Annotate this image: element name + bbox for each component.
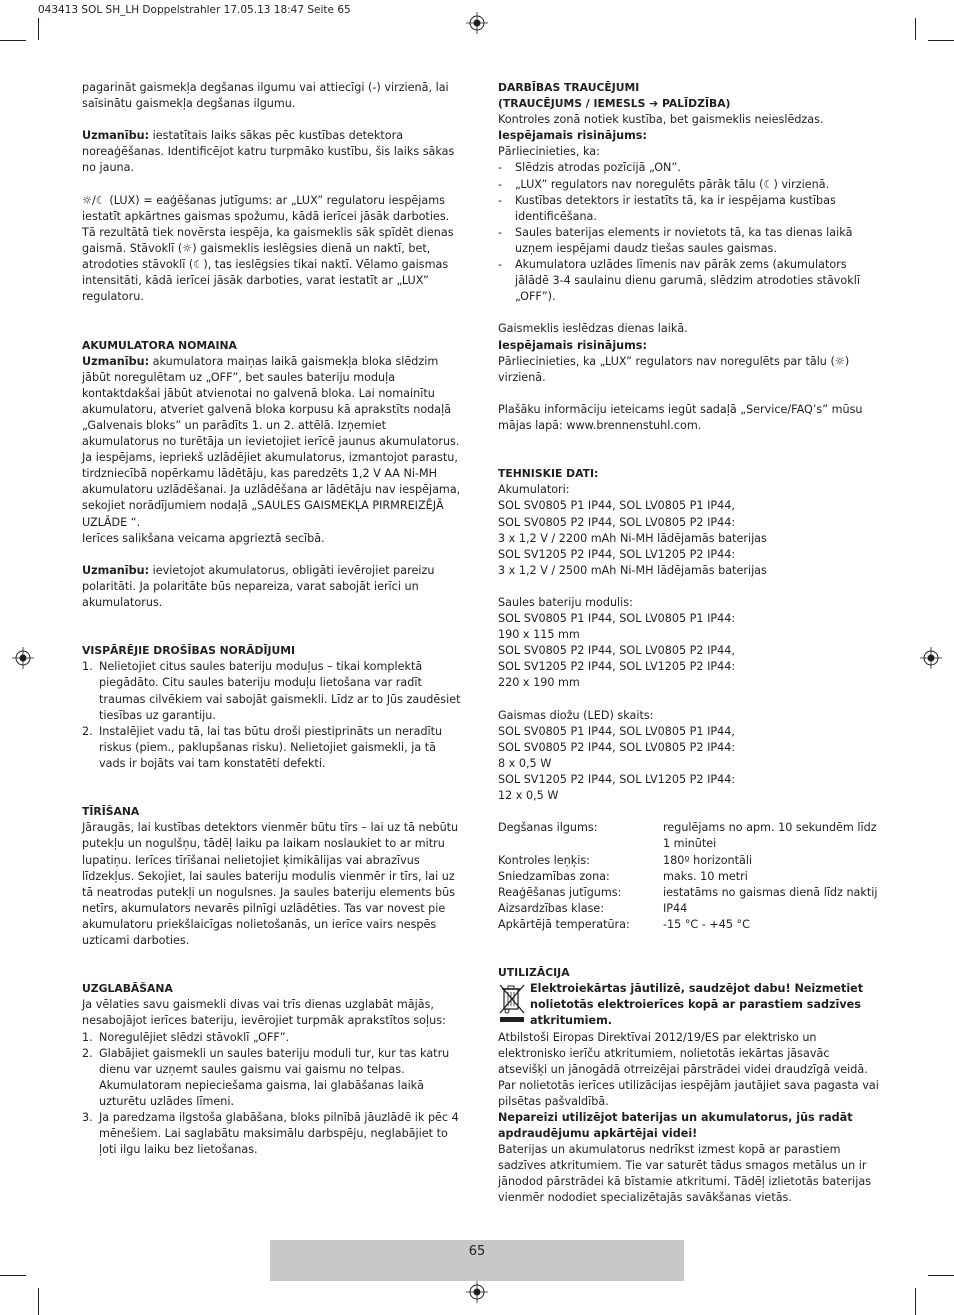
- crop-mark: [915, 1288, 916, 1315]
- warning-text: iestatītais laiks sākas pēc kustības detektora noreaģēšanas. Identificējot katru turpmāko kustību, šis laiks sākas no jauna.: [82, 129, 455, 175]
- list-item: [498, 193, 880, 225]
- technical-data-heading: TEHNISKIE DATI:: [498, 467, 599, 481]
- storage-list: [82, 1030, 462, 1159]
- registration-mark-icon: [466, 1281, 488, 1303]
- spec-line: 3 x 1,2 V / 2200 mAh Ni-MH lādējamās baterijas: [498, 531, 767, 545]
- print-slug: 043413 SOL SH_LH Doppelstrahler 17.05.13 18:47 Seite 65: [38, 4, 351, 16]
- spec-line: Akumulatori:: [498, 483, 570, 497]
- list-item-text: Noregulējiet slēdzi stāvoklī „OFF”.: [99, 1030, 290, 1044]
- polarity-paragraph: [82, 563, 462, 611]
- more-info-paragraph: Plašāku informāciju ieteicams iegūt sadaļā „Service/FAQ’s” mūsu mājas lapā: www.brennenstuhl.com.: [498, 402, 863, 432]
- list-item-text: Instalējiet vadu tā, lai tas būtu droši piestiprināts un neradītu riskus (piem., paklupšanas risku). Nelietojiet gaismekli, ja tā vads ir bojāts vai tam konstatēti defekti.: [99, 724, 443, 770]
- disposal-warning: Elektroiekārtas jāutilizē, saudzējot dabu! Neizmetiet nolietotās elektroierīces kopā ar parastiem sadzīves atkritumiem.: [530, 982, 864, 1028]
- spec-value: -15 °C - +45 °C: [663, 917, 750, 931]
- crop-mark: [0, 1275, 26, 1276]
- disposal-heading: UTILIZĀCIJA: [498, 966, 570, 980]
- left-column: [82, 80, 462, 1158]
- warning-paragraph: [82, 128, 462, 176]
- registration-mark-icon: [466, 12, 488, 34]
- lux-paragraph: ☼/☾ (LUX) = eaģēšanas jutīgums: ar „LUX” regulatoru iespējams iestatīt apkārtnes gaismas spožumu, kādā ierīcei jāsāk darboties. Tā rezultātā tiek novērsta iespēja, ka gaismeklis sāk spīdēt dienas gaismā. Stāvoklī (☼) gaismeklis ieslēgsies dienā un naktī, bet, atrodoties stāvoklī (☾), tas ieslēgsies tikai naktī. Vēlamo gaismas intensitāti, kādā ierīcei jāsāk darboties, varat iestatīt ar „LUX” regulatoru.: [82, 193, 454, 304]
- spec-line: SOL SV1205 P2 IP44, SOL LV1205 P2 IP44:: [498, 660, 736, 674]
- battery-assembly-note: Ierīces salikšana veicama apgrieztā secībā.: [82, 531, 325, 545]
- list-item: [82, 1046, 462, 1110]
- spec-value: regulējams no apm. 10 sekundēm līdz 1 minūtei: [663, 821, 877, 851]
- trouble-problem: Gaismeklis ieslēdzas dienas laikā.: [498, 322, 688, 336]
- spec-value: 180º horizontāli: [663, 853, 753, 867]
- list-item-text: Saules baterijas elements ir novietots tā, ka tas dienas laikā uzņem iespējami daudz tiešas saules gaismas.: [515, 225, 853, 255]
- list-marker: 2.: [82, 724, 93, 738]
- cleaning-paragraph: Jāraugās, lai kustības detektors vienmēr būtu tīrs – lai uz tā nebūtu putekļu un nogulšņu, tādēļ laiku pa laikam noslaukiet to ar mitru lupatiņu. Ierīces tīrīšanai nelietojiet ķimikālijas vai abrazīvus līdzekļus. Sekojiet, lai saules bateriju modulis vienmēr ir tīrs, lai uz tā neatrodas putekļi un nogulsnes. Ja saules bateriju elements būs netīrs, akumulators nevarēs pilnīgi uzlādēties. Tas var novest pie akumulatoru priekšlaicīgas nolietošanās, un ierīce vairs nespēs uzticami darboties.: [82, 821, 459, 947]
- spec-line: Saules bateriju modulis:: [498, 596, 633, 609]
- list-item-text: Glabājiet gaismekli un saules bateriju moduli tur, kur tas katru dienu var uzņemt saules gaismu vai gaismu no telpas. Akumulatoram nepieciešama gaisma, lai glabāšanas laikā uzturētu uzlādes līmeni.: [99, 1046, 450, 1108]
- checklist: [498, 160, 880, 305]
- led-specs: [498, 708, 880, 805]
- battery-disposal-paragraph: Baterijas un akumulatorus nedrīkst izmest kopā ar parastiem sadzīves atkritumiem. Tie var saturēt tādus smagos metālus un ir jānodod pārstrādei kā bīstamie atkritumi. Tādēļ izlietotās baterijas vienmēr nododiet specializētajās savākšanas vietās.: [498, 1143, 872, 1205]
- troubleshooting-heading: DARBĪBAS TRAUCĒJUMI: [498, 81, 640, 94]
- warning-label: Uzmanību:: [82, 129, 150, 143]
- battery-specs: [498, 482, 880, 579]
- spec-line: 3 x 1,2 V / 2500 mAh Ni-MH lādējamās baterijas: [498, 563, 767, 577]
- page-number-bar: [270, 1240, 684, 1281]
- spec-key: Degšanas ilgums:: [498, 821, 598, 835]
- warning-label: Uzmanību:: [82, 563, 150, 577]
- solution-label: Iespējamais risinājums:: [498, 129, 647, 143]
- list-item: [82, 1030, 462, 1046]
- intro-paragraph: pagarināt gaismekļa degšanas ilgumu vai attiecīgi (-) virzienā, lai saīsinātu gaismekļa degšanas ilgumu.: [82, 81, 449, 111]
- solution-label: Iespējamais risinājums:: [498, 338, 647, 352]
- spec-line: 190 x 115 mm: [498, 628, 580, 642]
- spec-line: SOL SV0805 P1 IP44, SOL LV0805 P1 IP44,: [498, 724, 735, 738]
- spec-key: Kontroles leņķis:: [498, 853, 590, 867]
- disposal-paragraph: Par nolietotās ierīces utilizācijas iespējām jautājiet sava pagasta vai pilsētas pašvaldībā.: [498, 1078, 879, 1108]
- list-item: [82, 1110, 462, 1158]
- spec-key: Sniedzamības zona:: [498, 869, 610, 883]
- list-item: [498, 257, 880, 305]
- list-item: [82, 724, 462, 772]
- list-marker: -: [498, 225, 503, 239]
- spec-line: SOL SV1205 P2 IP44, SOL LV1205 P2 IP44:: [498, 547, 736, 561]
- warning-text: akumulatora maiņas laikā gaismekļa bloka slēdzim jābūt noregulētam uz „OFF”, bet saules bateriju moduļa kontaktdakšai jābūt atvienotai no galvenā bloka. Lai nomainītu akumulatoru, atveriet galvenā bloka korpusu kā aprakstīts nodaļā „Galvenais bloks” un parādīts 1. un 2. attēlā. Izņemiet akumulatorus no turētāja un ievietojiet ierīcē jaunus akumulatorus. Ja iespējams, iepriekš uzlādējiet akumulatorus, izmantojot parastu, tirdzniecībā nopērkamu lādētāju, kas paredzēts 1,2 V AA Ni-MH akumulatoru uzlādēšanai. Ja uzlādēšana ar lādētāju nav iespējama, sekojiet norādījumiem nodaļā „SAULES GAISMEKĻA PIRMREIZĒJĀ UZLĀDE “.: [82, 354, 461, 529]
- list-marker: -: [498, 258, 503, 272]
- check-intro: Pārliecinieties, ka:: [498, 145, 600, 159]
- spec-line: Gaismas diožu (LED) skaits:: [498, 708, 654, 722]
- spec-line: SOL SV0805 P1 IP44, SOL LV0805 P1 IP44,: [498, 499, 735, 513]
- list-item: [498, 160, 880, 176]
- trouble-problem: Kontroles zonā notiek kustība, bet gaismeklis neieslēdzas.: [498, 113, 824, 127]
- spec-value: IP44: [663, 901, 688, 915]
- spec-row: [498, 869, 880, 885]
- list-item-text: Akumulatora uzlādes līmenis nav pārāk zems (akumulators jālādē 3-4 saulainu dienu garumā, slēdzim atrodoties stāvoklī „OFF”).: [515, 258, 860, 304]
- crop-mark: [915, 18, 916, 40]
- spec-row: [498, 853, 880, 869]
- crop-mark: [38, 18, 39, 40]
- list-marker: -: [498, 177, 503, 191]
- crop-mark: [928, 1275, 954, 1276]
- battery-replacement-heading: AKUMULATORA NOMAINA: [82, 338, 237, 352]
- spec-key: Aizsardzības klase:: [498, 901, 605, 915]
- spec-row: [498, 885, 880, 901]
- spec-row: [498, 820, 880, 852]
- list-marker: 1.: [82, 1030, 93, 1044]
- battery-paragraph: [82, 354, 462, 531]
- list-marker: -: [498, 161, 503, 175]
- warning-label: Uzmanību:: [82, 354, 150, 368]
- storage-heading: UZGLABĀŠANA: [82, 982, 173, 996]
- spec-line: 220 x 190 mm: [498, 676, 580, 690]
- spec-line: SOL SV1205 P2 IP44, SOL LV1205 P2 IP44:: [498, 773, 736, 787]
- crop-mark: [38, 1288, 39, 1315]
- weee-notice: [498, 981, 880, 1029]
- spec-table: [498, 820, 880, 933]
- spec-key: Reaģēšanas jutīgums:: [498, 885, 622, 899]
- list-item-text: Nelietojiet citus saules bateriju moduļus – tikai komplektā piegādāto. Citu saules bateriju moduļu lietošana var radīt traumas cilvēkiem vai sabojāt gaismekli. Līdz ar to Jūs zaudēsiet tiesības uz garantiju.: [99, 660, 461, 722]
- solar-module-specs: [498, 595, 880, 692]
- warning-text: ievietojot akumulatorus, obligāti ievērojiet pareizu polaritāti. Ja polaritāte būs nepareiza, varat sabojāt ierīci un akumulatorus.: [82, 563, 435, 609]
- safety-heading: VISPĀRĒJIE DROŠĪBAS NORĀDĪJUMI: [82, 644, 296, 658]
- list-item-text: „LUX” regulators nav noregulēts pārāk tālu (☾) virzienā.: [515, 177, 830, 191]
- spec-value: iestatāms no gaismas dienā līdz naktij: [663, 885, 878, 899]
- spec-line: SOL SV0805 P2 IP44, SOL LV0805 P2 IP44:: [498, 515, 736, 529]
- spec-line: SOL SV0805 P2 IP44, SOL LV0805 P2 IP44:: [498, 740, 736, 754]
- storage-intro: Ja vēlaties savu gaismekli divas vai trīs dienas uzglabāt mājās, nesabojājot ierīces bateriju, ievērojiet turpmāk aprakstītos soļus:: [82, 998, 446, 1028]
- spec-row: [498, 901, 880, 917]
- spec-line: 12 x 0,5 W: [498, 789, 559, 803]
- page-number: 65: [468, 1244, 486, 1259]
- list-marker: 3.: [82, 1111, 93, 1124]
- crop-mark: [928, 40, 954, 41]
- cleaning-heading: TĪRĪŠANA: [82, 805, 140, 819]
- list-marker: -: [498, 193, 503, 207]
- battery-disposal-warning: Nepareizi utilizējot baterijas un akumulatorus, jūs radāt apdraudējumu apkārtējai videi!: [498, 1111, 853, 1141]
- disposal-paragraph: Atbilstoši Eiropas Direktīvai 2012/19/ES par elektrisko un elektronisko ierīču atkritumiem, nolietotās iekārtas jāsavāc atsevišķi un jānogādā otrreizējai pārstrādei videi draudzīgā veidā.: [498, 1030, 868, 1076]
- spec-row: [498, 917, 880, 933]
- list-item: [82, 659, 462, 723]
- registration-mark-icon: [12, 647, 34, 669]
- list-marker: 2.: [82, 1046, 93, 1060]
- crossed-bin-icon: [498, 981, 530, 1029]
- list-item-text: Slēdzis atrodas pozīcijā „ON”.: [515, 161, 681, 175]
- safety-list: [82, 659, 462, 772]
- list-item: [498, 177, 880, 193]
- spec-value: maks. 10 metri: [663, 869, 748, 883]
- list-marker: 1.: [82, 660, 93, 674]
- right-column: [498, 80, 880, 1207]
- solution-text: Pārliecinieties, ka „LUX” regulators nav noregulēts par tālu (☼) virzienā.: [498, 354, 850, 384]
- spec-line: 8 x 0,5 W: [498, 756, 552, 770]
- list-item-text: Kustības detektors ir iestatīts tā, ka ir iespējama kustības identificēšana.: [515, 193, 836, 223]
- spec-key: Apkārtējā temperatūra:: [498, 917, 630, 931]
- list-item: [498, 225, 880, 257]
- troubleshooting-subheading: (TRAUCĒJUMS / IEMESLS ➔ PALĪDZĪBA): [498, 97, 731, 111]
- spec-line: SOL SV0805 P1 IP44, SOL LV0805 P1 IP44:: [498, 612, 736, 626]
- registration-mark-icon: [920, 647, 942, 669]
- crop-mark: [0, 40, 26, 41]
- list-item-text: Ja paredzama ilgstoša glabāšana, bloks pilnībā jāuzlādē ik pēc 4 mēnešiem. Lai saglabātu maksimālu darbspēju, neglabājiet to ļoti ilgu laiku bez lietošanas.: [99, 1111, 459, 1157]
- spec-line: SOL SV0805 P2 IP44, SOL LV0805 P2 IP44,: [498, 644, 735, 658]
